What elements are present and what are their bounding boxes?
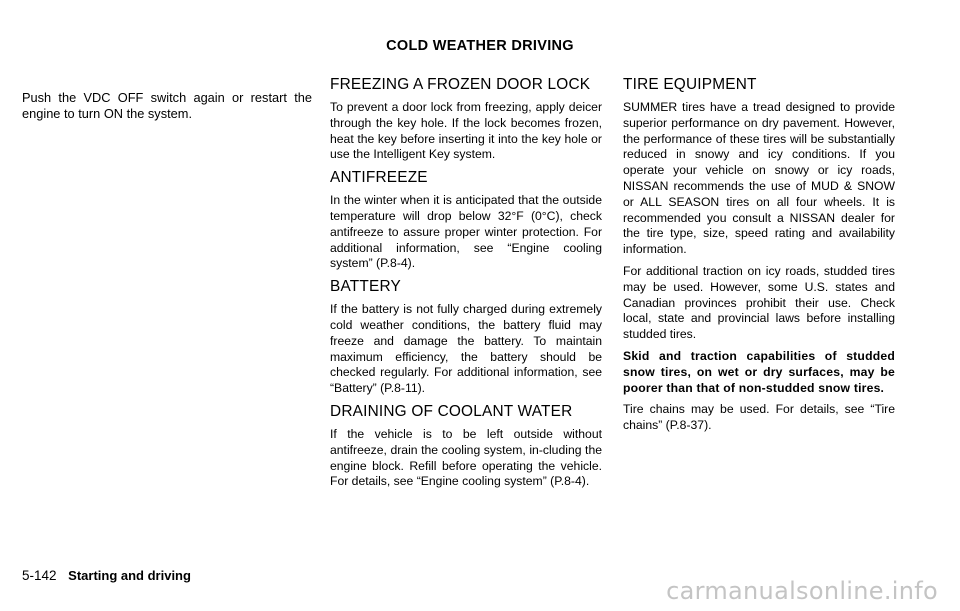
antifreeze-heading: ANTIFREEZE: [330, 169, 428, 187]
tire-chains-paragraph: Tire chains may be used. For details, see “Tire chains” (P.8-37).: [623, 402, 895, 433]
battery-heading: BATTERY: [330, 278, 401, 296]
coolant-paragraph: If the vehicle is to be left outside without antifreeze, drain the cooling system, in-cluding the engine block. Refill before operating the vehicle. For details, see “Engine cooling system” (P.8-4).: [330, 426, 602, 489]
battery-paragraph: If the battery is not fully charged during extremely cold weather conditions, the battery fluid may freeze and damage the battery. To maintain maximum efficiency, the battery should be checked regularly. For additional information, see “Battery” (P.8-11).: [330, 302, 602, 396]
section-title: COLD WEATHER DRIVING: [386, 38, 574, 54]
tire-warning: Skid and traction capabilities of studded snow tires, on wet or dry surfaces, may be poorer than that of non-studded snow tires.: [623, 348, 895, 395]
tire-heading: TIRE EQUIPMENT: [623, 76, 757, 93]
tire-paragraph-studded: For additional traction on icy roads, studded tires may be used. However, some U.S. states and Canadian provinces prohibit their use. Check local, state and provincial laws before installing studded tires.: [623, 263, 895, 342]
column-middle: [330, 76, 602, 496]
freeze-paragraph: To prevent a door lock from freezing, apply deicer through the key hole. If the lock becomes frozen, heat the key before inserting it into the key hole or use the Intelligent Key system.: [330, 100, 602, 162]
coolant-heading: DRAINING OF COOLANT WATER: [330, 402, 573, 420]
footer-section-name: Starting and driving: [68, 568, 191, 583]
vdc-intro-paragraph: Push the VDC OFF switch again or restart the engine to turn ON the system.: [22, 90, 312, 121]
column-right: [623, 76, 895, 440]
column-left: [22, 76, 312, 122]
page-footer: [22, 568, 191, 583]
page-number: 5-142: [22, 568, 57, 583]
freeze-heading: FREEZING A FROZEN DOOR LOCK: [330, 76, 591, 93]
antifreeze-paragraph: In the winter when it is anticipated that the outside temperature will drop below 32°F (0°C), check antifreeze to assure proper winter protection. For additional information, see “Engine cooling system” (P.8-4).: [330, 193, 602, 271]
tire-paragraph-summer: SUMMER tires have a tread designed to provide superior performance on dry pavement. However, the performance of these tires will be substantially reduced in snowy and icy conditions. If you operate your vehicle on snowy or icy roads, NISSAN recommends the use of MUD & SNOW or ALL SEASON tires on all four wheels. It is recommended you consult a NISSAN dealer for the tire type, size, speed rating and availability information.: [623, 100, 895, 257]
watermark: carmanualsonline.info: [666, 577, 938, 605]
